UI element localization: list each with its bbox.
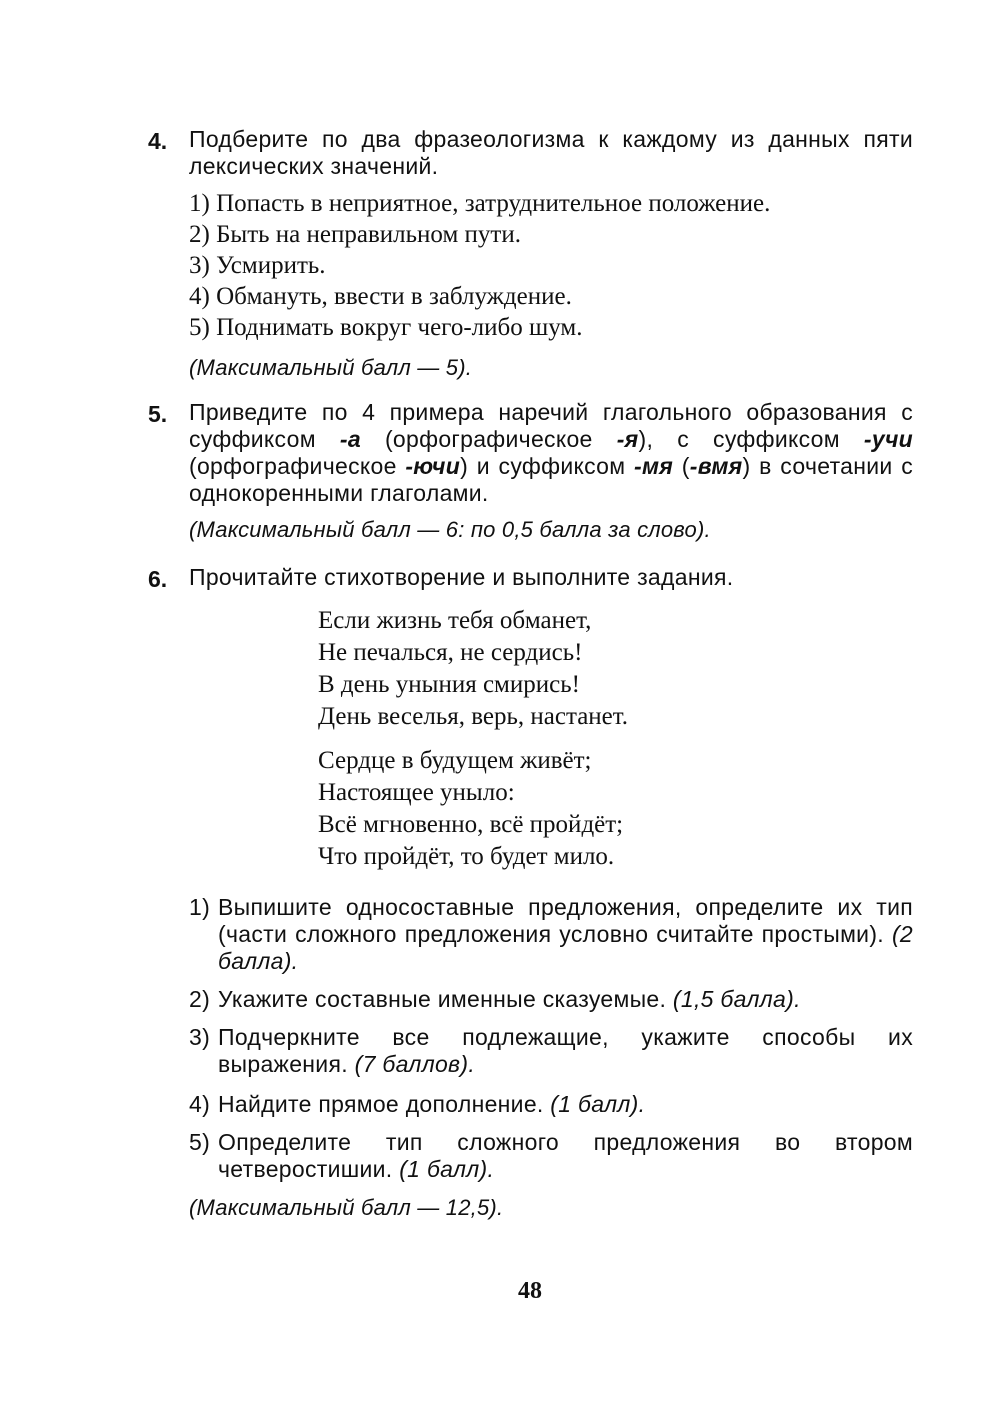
subtask-4 bbox=[189, 1091, 913, 1118]
task-6-max-score: (Максимальный балл — 12,5). bbox=[189, 1195, 504, 1220]
task-6-text: Прочитайте стихотворение и выполните задания. bbox=[189, 564, 734, 590]
subtask-number: 2) bbox=[189, 986, 211, 1012]
task-4-meaning-2: 2) Быть на неправильном пути. bbox=[189, 221, 521, 248]
task-5-text-part: ) и суффиксом bbox=[460, 453, 635, 479]
subtask-3 bbox=[189, 1024, 913, 1078]
task-4-text: Подберите по два фразеологизма к каждому из данных пяти лексических значений. bbox=[189, 126, 913, 179]
suffix-a: -а bbox=[339, 426, 361, 452]
subtask-text: Выпишите односоставные предложения, определите их тип (части сложного предложения условно считайте простыми). bbox=[218, 894, 913, 947]
poem-line-8: Что пройдёт, то будет мило. bbox=[318, 843, 615, 870]
task-5-text-part: (орфографическое bbox=[189, 453, 406, 479]
poem-line-1: Если жизнь тебя обманет, bbox=[318, 607, 592, 634]
suffix-ya: -я bbox=[616, 426, 639, 452]
task-6-number: 6. bbox=[148, 566, 168, 592]
page-number: 48 bbox=[518, 1278, 542, 1304]
subtask-5 bbox=[189, 1129, 913, 1183]
task-5-max-score: (Максимальный балл — 6: по 0,5 балла за слово). bbox=[189, 517, 711, 542]
subtask-2 bbox=[189, 986, 913, 1013]
task-5-text-part: ), с суффиксом bbox=[638, 426, 864, 452]
subtask-number: 1) bbox=[189, 894, 211, 920]
task-5-number: 5. bbox=[148, 401, 168, 427]
poem-line-3: В день уныния смирись! bbox=[318, 671, 580, 698]
task-5-text-part: ( bbox=[673, 453, 690, 479]
subtask-text: Укажите составные именные сказуемые. bbox=[218, 986, 673, 1012]
task-5-text-part: Приведите по 4 примера наречий глагольного образования с суффиксом bbox=[189, 399, 913, 452]
subtask-number: 4) bbox=[189, 1091, 211, 1117]
subtask-score: (1 балл). bbox=[399, 1156, 495, 1182]
subtask-number: 5) bbox=[189, 1129, 211, 1155]
subtask-score: (7 баллов). bbox=[354, 1051, 476, 1077]
subtask-1 bbox=[189, 894, 913, 975]
subtask-text: Найдите прямое дополнение. bbox=[218, 1091, 551, 1117]
suffix-yuchi: -ючи bbox=[405, 453, 461, 479]
suffix-uchi: -учи bbox=[863, 426, 913, 452]
task-5-text bbox=[189, 399, 913, 507]
task-4-meaning-1: 1) Попасть в неприятное, затруднительное положение. bbox=[189, 190, 771, 217]
subtask-text: Подчеркните все подлежащие, укажите способы их выражения. bbox=[218, 1024, 913, 1077]
task-4-max-score: (Максимальный балл — 5). bbox=[189, 355, 473, 380]
subtask-text: Определите тип сложного предложения во втором четверостишии. bbox=[218, 1129, 913, 1182]
subtask-score: (1,5 балла). bbox=[672, 986, 801, 1012]
suffix-vmya: -вмя bbox=[689, 453, 743, 479]
task-5-text-part: (орфографическое bbox=[360, 426, 617, 452]
task-4-meaning-4: 4) Обмануть, ввести в заблуждение. bbox=[189, 283, 572, 310]
task-4-meaning-5: 5) Поднимать вокруг чего-либо шум. bbox=[189, 314, 583, 341]
poem-line-7: Всё мгновенно, всё пройдёт; bbox=[318, 811, 624, 838]
task-4-number: 4. bbox=[148, 128, 168, 154]
suffix-mya: -мя bbox=[634, 453, 674, 479]
poem-line-5: Сердце в будущем живёт; bbox=[318, 747, 592, 774]
task-4-meaning-3: 3) Усмирить. bbox=[189, 252, 326, 279]
poem-line-6: Настоящее уныло: bbox=[318, 779, 515, 806]
poem-line-2: Не печалься, не сердись! bbox=[318, 639, 583, 666]
task-5-text-part: ) в сочетании с однокоренными глаголами. bbox=[189, 453, 913, 506]
subtask-number: 3) bbox=[189, 1024, 211, 1050]
poem-line-4: День веселья, верь, настанет. bbox=[318, 703, 629, 730]
subtask-score: (2 балла). bbox=[218, 921, 913, 974]
subtask-score: (1 балл). bbox=[550, 1091, 646, 1117]
